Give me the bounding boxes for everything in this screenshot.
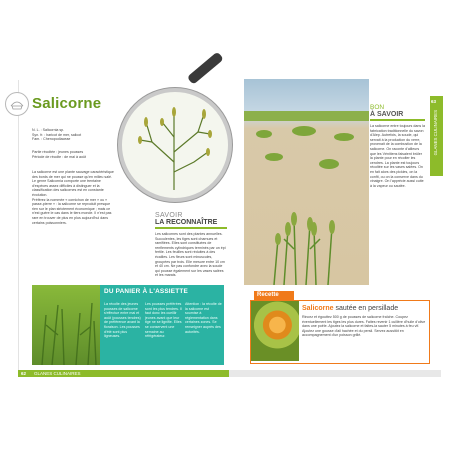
footer-label: GLANES CULINAIRES [34, 371, 81, 376]
info-line: Fam. : Chenopodiaceae [32, 137, 71, 142]
recipe-title [302, 305, 398, 312]
salicorne-drawing-icon [122, 92, 228, 198]
harvest-info [32, 150, 112, 159]
recipe-title-rest: sautée en persillade [333, 305, 399, 312]
panier-column: La récolte des jeunes pousses de salicorne s'effectue entre mai et août (pousses tendres) de préférence avant la floraison. Les pousses d'été sont plus ligneuses. [104, 302, 141, 339]
savoir-heading: SAVOIR [155, 212, 183, 219]
savoir-subheading: LA RECONNAÎTRE [155, 219, 227, 229]
recipe-title-bold: Salicorne [302, 305, 334, 312]
panier-column: Les pousses préférées sont les plus tendres. Il faut donc les cueillir jeunes avant que leur tige ne se lignifie. Elles se conservent une semaine au réfrigérateur. [145, 302, 182, 339]
plant-info [32, 128, 112, 142]
info-line: Partie récoltée : jeunes pousses [32, 150, 84, 154]
panier-column: Attention : la récolte de la salicorne est soumise à réglementation dans certaines zones. Se renseigner auprès des autorités. [185, 302, 222, 334]
leaf-basket-icon [5, 92, 29, 116]
bon-heading: BON [370, 104, 385, 111]
bon-text: La salicorne entre toujours dans la fabrication traditionnelle du savon d'Alep. Autrefois, la soude, qui servait à la production du verre, provenait de la combustion de la salicorne. On raconte d'ailleurs que les Vénitiens faisaient brûler la plante pour en récolter les cendres. La plante est toujours récoltée sur les vases salées. On en fait alors des pickles, on la confit, ou on la conserve dans du vinaigre. On l'apprécie aussi cuite à la vapeur ou sautée. [370, 124, 425, 188]
salicorne-photo [32, 285, 102, 365]
bon-subheading: À SAVOIR [370, 111, 425, 121]
magnifier-illustration [118, 88, 232, 202]
recipe-text: Rincez et égouttez 500 g de pousses de salicorne fraîche. Coupez éventuellement les tiges les plus dures. Faites revenir 1 cuillère d'huile d'olive dans une poêle. Ajoutez la salicorne et faites-la sauter 5 minutes à feu vif. Ajoutez une gousse d'ail hachée et du persil. Servez aussitôt en accompagnement d'un poisson grillé. [302, 315, 426, 338]
info-line: Période de récolte : de mai à août [32, 154, 86, 159]
page-number: 63 [431, 99, 437, 104]
savoir-box [155, 212, 227, 278]
salt-marsh-photo [244, 79, 369, 285]
footer-bar [229, 370, 441, 377]
savoir-text: Les salicornes sont des plantes annuelles. Succulentes, les tiges sont charnues et ramifiées. Elles sont constituées de renflements cylindriques terminés par un épi fertile. Les feuilles sont réduites à des écailles. Les fleurs sont minuscules, groupées par trois. Elle mesure entre 10 cm et 40 cm. Ne pas confondre avec la soude qui pousse également sur les vases salées et les marais. [155, 232, 226, 278]
info-line: N. L. : Salicornia sp. [32, 128, 65, 132]
page-number: 62 [21, 371, 27, 376]
page-title: Salicorne [32, 95, 102, 112]
side-label: GLANES CULINAIRES [433, 110, 438, 156]
recipe-photo [251, 301, 299, 361]
info-line: Syn. fr. : haricot de mer, salicot [32, 132, 82, 137]
intro-text: La salicorne est une plante sauvage caractéristique des bords de mer qui ne pousse qu'en milieu salé. Le genre Salicornia comporte une trentaine d'espèces assez difficiles à distinguer et la classification des salicornes est en constante évolution. Préférez la nommée « cornichon de mer » ou « passe-pierre » : la salicorne se reproduit presque rien sur le plan strictement économique ; mais ce n'est guère le cas dans le tiers monde. Il n'est pas rare en trouver de plus en plus aujourd'hui dans certains poissonniers. [32, 170, 114, 225]
bon-a-savoir-box [370, 104, 425, 188]
recette-label: Recette [257, 292, 279, 298]
panier-heading: DU PANIER À L'ASSIETTE [104, 288, 188, 295]
